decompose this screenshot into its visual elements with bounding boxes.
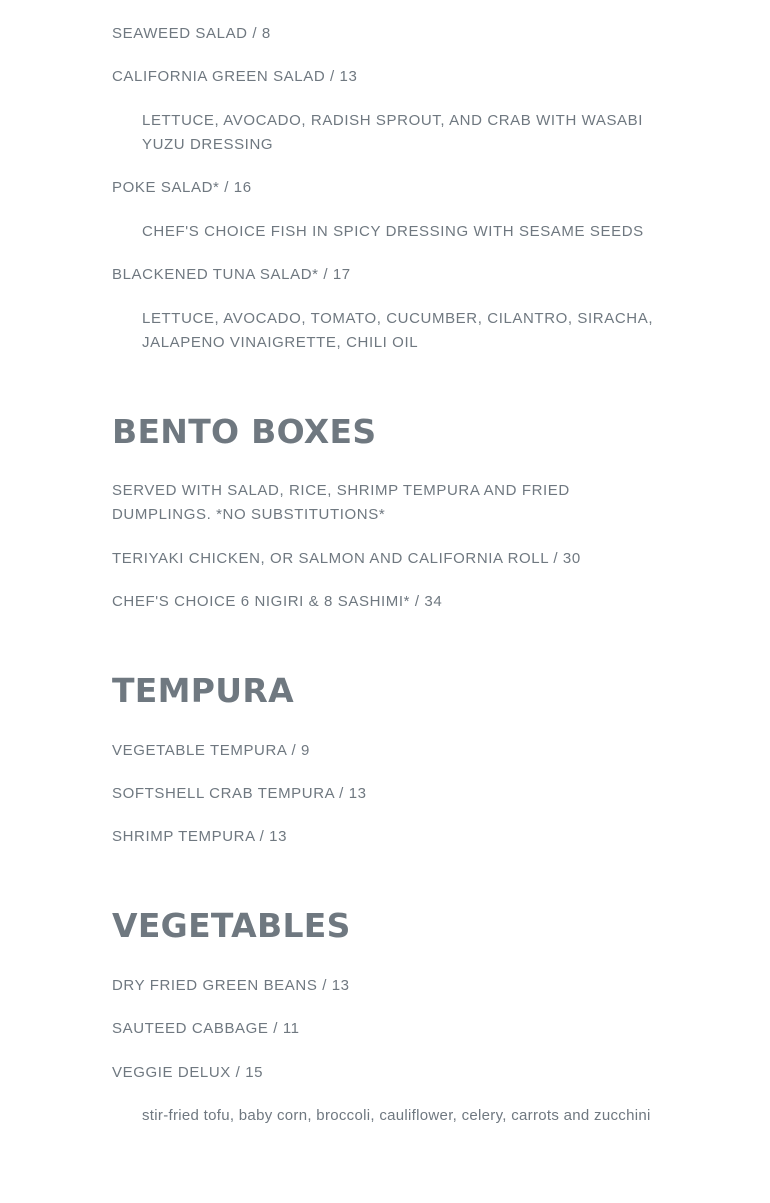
menu-item-chefs-choice-bento: CHEF'S CHOICE 6 NIGIRI & 8 SASHIMI* / 34: [112, 593, 443, 610]
menu-item-teriyaki-bento: TERIYAKI CHICKEN, OR SALMON AND CALIFORNIA ROLL / 30: [112, 550, 581, 567]
menu-item-seaweed-salad: SEAWEED SALAD / 8: [112, 25, 271, 42]
menu-item-dry-fried-green-beans: DRY FRIED GREEN BEANS / 13: [112, 977, 350, 994]
menu-item-blackened-tuna-salad: BLACKENED TUNA SALAD* / 17: [112, 266, 351, 283]
menu-item-description: CHEF'S CHOICE FISH IN SPICY DRESSING WITH SESAME SEEDS: [142, 223, 644, 240]
menu-item-description: LETTUCE, AVOCADO, TOMATO, CUCUMBER, CILANTRO, SIRACHA, JALAPENO VINAIGRETTE, CHILI OIL: [142, 310, 654, 351]
menu-item-description: stir-fried tofu, baby corn, broccoli, cauliflower, celery, carrots and zucchini: [142, 1107, 651, 1124]
menu-item-poke-salad: POKE SALAD* / 16: [112, 179, 252, 196]
menu-item-veggie-delux: VEGGIE DELUX / 15: [112, 1064, 264, 1081]
section-title-vegetables: VEGETABLES: [112, 906, 351, 945]
section-title-tempura: TEMPURA: [112, 671, 294, 710]
section-title-bento-boxes: BENTO BOXES: [112, 412, 377, 451]
menu-item-sauteed-cabbage: SAUTEED CABBAGE / 11: [112, 1020, 300, 1037]
menu-item-softshell-crab-tempura: SOFTSHELL CRAB TEMPURA / 13: [112, 785, 367, 802]
menu-item-shrimp-tempura: SHRIMP TEMPURA / 13: [112, 828, 288, 845]
menu-item-california-green-salad: CALIFORNIA GREEN SALAD / 13: [112, 68, 358, 85]
section-note: SERVED WITH SALAD, RICE, SHRIMP TEMPURA AND FRIED DUMPLINGS. *NO SUBSTITUTIONS*: [112, 482, 570, 523]
menu-item-description: LETTUCE, AVOCADO, RADISH SPROUT, AND CRAB WITH WASABI YUZU DRESSING: [142, 112, 644, 153]
menu-item-vegetable-tempura: VEGETABLE TEMPURA / 9: [112, 742, 310, 759]
